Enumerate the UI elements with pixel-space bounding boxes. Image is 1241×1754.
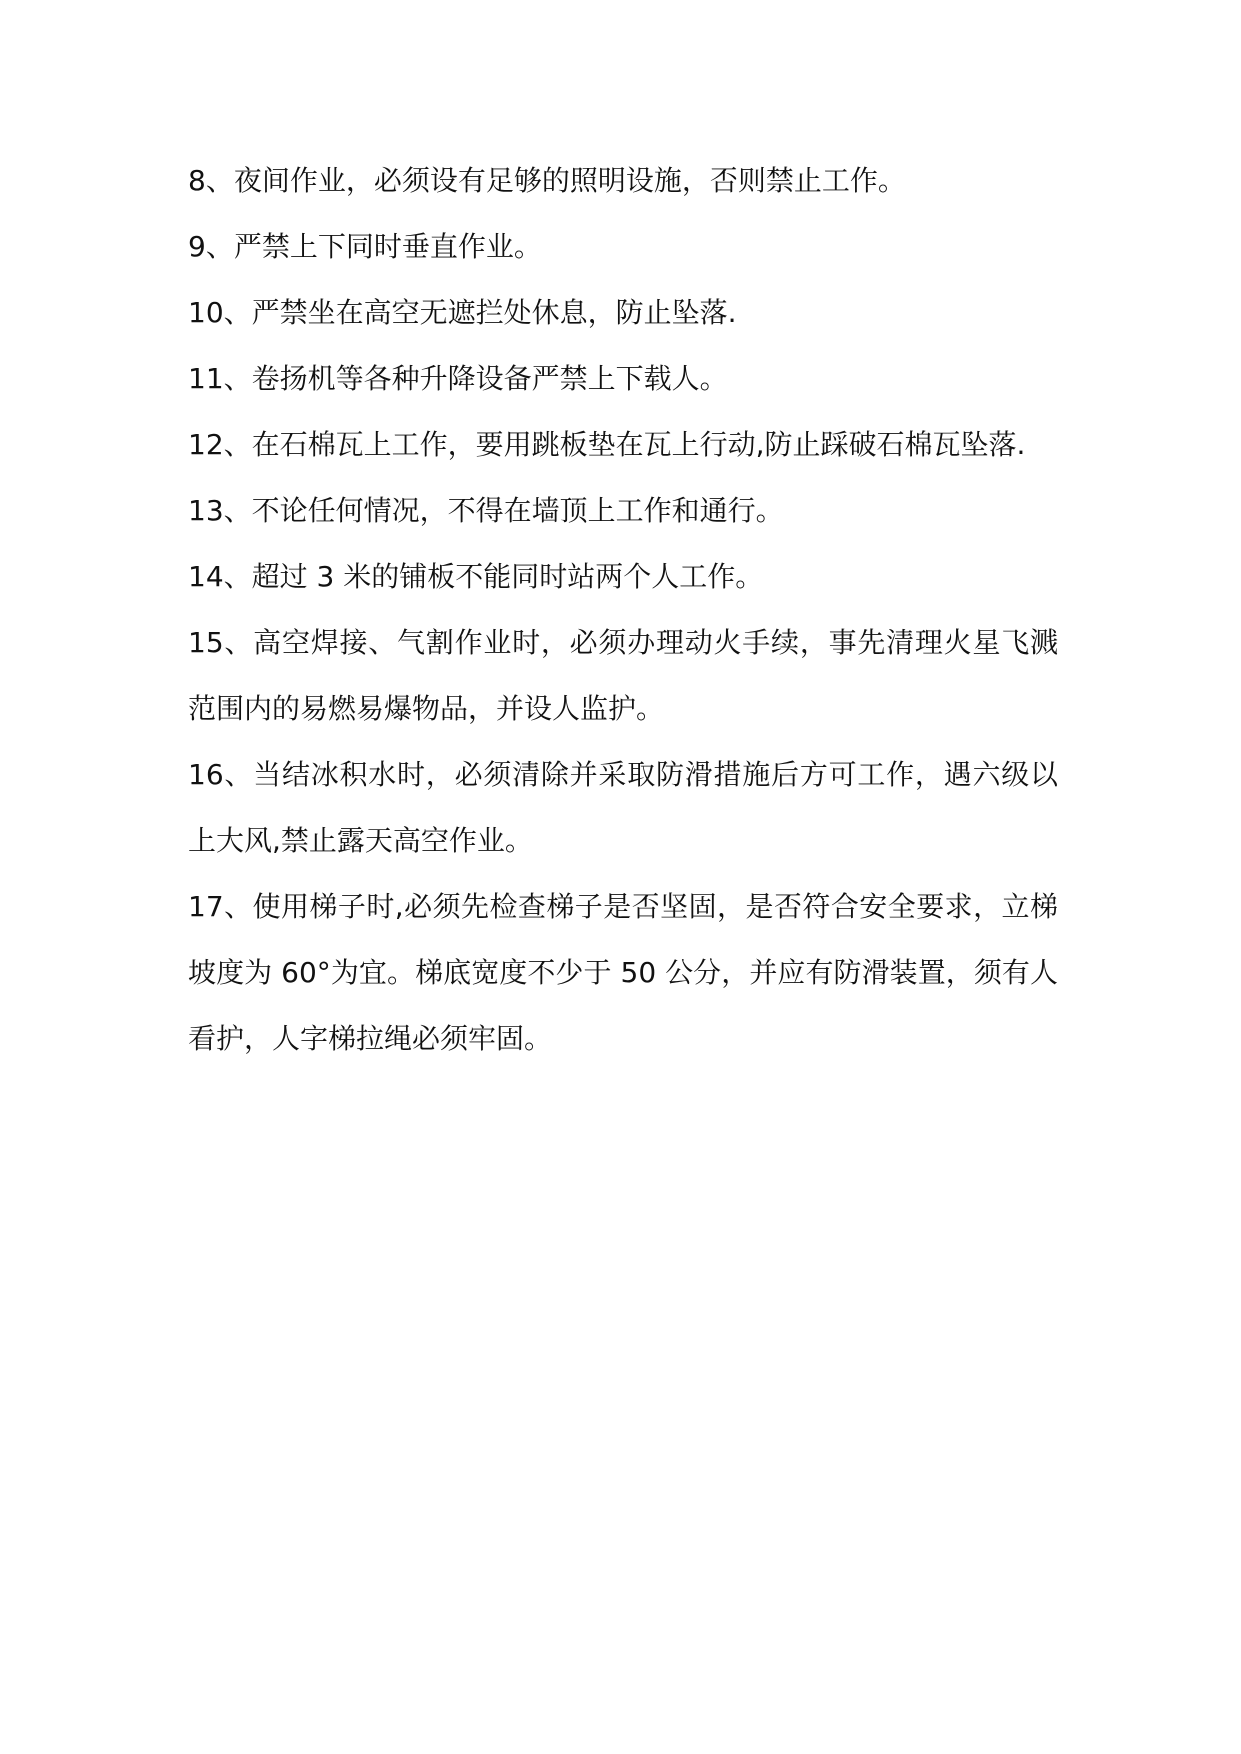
rule-item-16: 16、当结冰积水时，必须清除并采取防滑措施后方可工作，遇六级以上大风,禁止露天高空作业。 xyxy=(188,758,1058,857)
rule-item-10: 10、严禁坐在高空无遮拦处休息，防止坠落. xyxy=(188,296,737,329)
document-body xyxy=(188,148,1058,1072)
rule-item-12: 12、在石棉瓦上工作，要用跳板垫在瓦上行动,防止踩破石棉瓦坠落. xyxy=(188,428,1026,461)
rule-item-14: 14、超过 3 米的铺板不能同时站两个人工作。 xyxy=(188,560,764,593)
rule-item-13: 13、不论任何情况，不得在墙顶上工作和通行。 xyxy=(188,494,784,527)
rule-item-8: 8、夜间作业，必须设有足够的照明设施，否则禁止工作。 xyxy=(188,164,906,197)
rule-item-9: 9、严禁上下同时垂直作业。 xyxy=(188,230,542,263)
rule-item-17: 17、使用梯子时,必须先检查梯子是否坚固，是否符合安全要求，立梯坡度为 60°为宜。梯底宽度不少于 50 公分，并应有防滑装置，须有人看护，人字梯拉绳必须牢固。 xyxy=(188,890,1058,1055)
rule-item-15: 15、高空焊接、气割作业时，必须办理动火手续，事先清理火星飞溅范围内的易燃易爆物品，并设人监护。 xyxy=(188,626,1058,725)
rule-item-11: 11、卷扬机等各种升降设备严禁上下载人。 xyxy=(188,362,728,395)
